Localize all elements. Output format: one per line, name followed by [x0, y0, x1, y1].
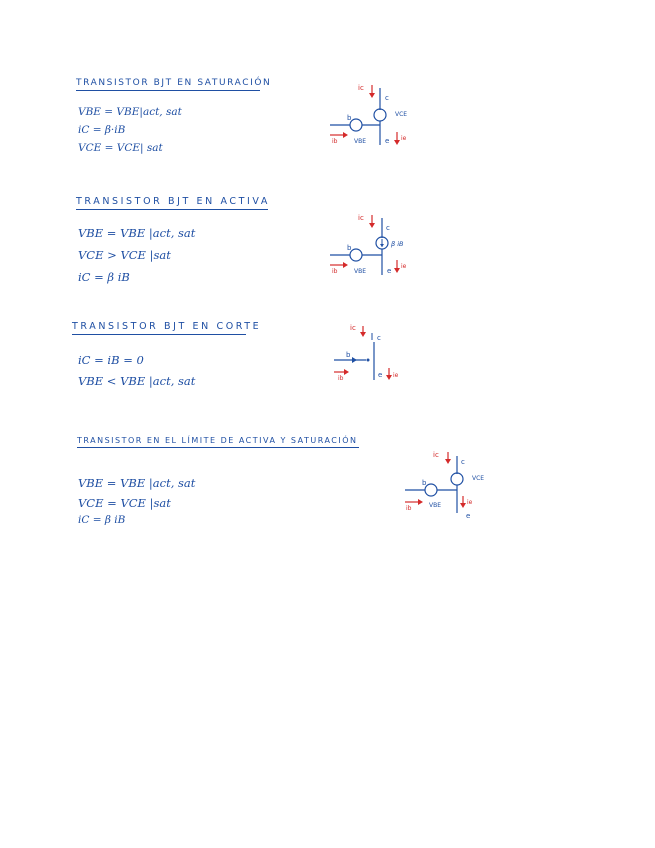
ib-label: ib	[338, 375, 344, 382]
e-label: e	[378, 371, 383, 379]
vce-source-icon	[451, 473, 463, 485]
circuit-diagram	[328, 320, 418, 385]
vbe-label: VBE	[429, 502, 442, 509]
ie-label: ie	[393, 372, 399, 379]
c-label: c	[385, 94, 389, 102]
b-label: b	[347, 244, 352, 252]
c-label: c	[461, 458, 465, 466]
ib-label: ib	[406, 505, 412, 512]
equation: VBE < VBE |act, sat	[78, 374, 196, 388]
current-arrow-icon	[343, 262, 348, 268]
b-label: b	[422, 479, 427, 487]
c-label: c	[386, 224, 390, 232]
equation: VCE = VCE| sat	[78, 142, 163, 154]
current-arrow-icon	[394, 268, 400, 273]
vce-label: VCE	[472, 475, 485, 482]
circuit-diagram	[325, 80, 435, 155]
b-label: b	[347, 114, 352, 122]
ie-label: ie	[401, 135, 407, 142]
current-arrow-icon	[386, 375, 392, 380]
circuit-diagram	[400, 448, 510, 523]
section-heading: TRANSISTOR BJT EN CORTE	[72, 321, 246, 335]
ie-label: ie	[467, 499, 473, 506]
ib-label: ib	[332, 138, 338, 145]
vbe-label: VBE	[354, 268, 367, 275]
ic-label: ic	[358, 214, 364, 222]
equation: VBE = VBE|act, sat	[78, 106, 182, 118]
current-arrow-icon	[360, 332, 366, 337]
e-label: e	[387, 267, 392, 275]
equation: VCE = VCE |sat	[78, 496, 171, 510]
vbe-label: VBE	[354, 138, 367, 145]
vbe-source-icon	[350, 249, 362, 261]
section-heading: TRANSISTOR BJT EN SATURACIÓN	[76, 78, 260, 91]
equation: VCE > VCE |sat	[78, 248, 171, 262]
current-arrow-icon	[460, 503, 466, 508]
e-label: e	[466, 512, 471, 520]
c-label: c	[377, 334, 381, 342]
current-arrow-icon	[445, 459, 451, 464]
ie-label: ie	[401, 263, 407, 270]
b-label: b	[346, 351, 351, 359]
vbe-source-icon	[425, 484, 437, 496]
ic-label: ic	[433, 451, 439, 459]
source-label: β iB	[391, 240, 404, 248]
equation: VBE = VBE |act, sat	[78, 226, 196, 240]
circuit-diagram	[325, 210, 435, 285]
ic-label: ic	[350, 324, 356, 332]
ic-label: ic	[358, 84, 364, 92]
equation: iC = iB = 0	[78, 353, 144, 367]
current-arrow-icon	[343, 132, 348, 138]
current-arrow-icon	[344, 369, 349, 375]
vbe-source-icon	[350, 119, 362, 131]
vce-source-icon	[374, 109, 386, 121]
equation: iC = β·iB	[78, 124, 126, 136]
equation: iC = β iB	[78, 514, 126, 526]
equation: iC = β iB	[78, 270, 130, 284]
e-label: e	[385, 137, 390, 145]
section-heading: TRANSISTOR BJT EN ACTIVA	[76, 196, 268, 210]
section-heading: TRANSISTOR EN EL LÍMITE DE ACTIVA Y SATURACIÓN	[77, 436, 359, 448]
current-arrow-icon	[369, 223, 375, 228]
ib-label: ib	[332, 268, 338, 275]
current-arrow-icon	[369, 93, 375, 98]
vce-label: VCE	[395, 111, 408, 118]
equation: VBE = VBE |act, sat	[78, 476, 196, 490]
current-arrow-icon	[418, 499, 423, 505]
current-arrow-icon	[394, 140, 400, 145]
